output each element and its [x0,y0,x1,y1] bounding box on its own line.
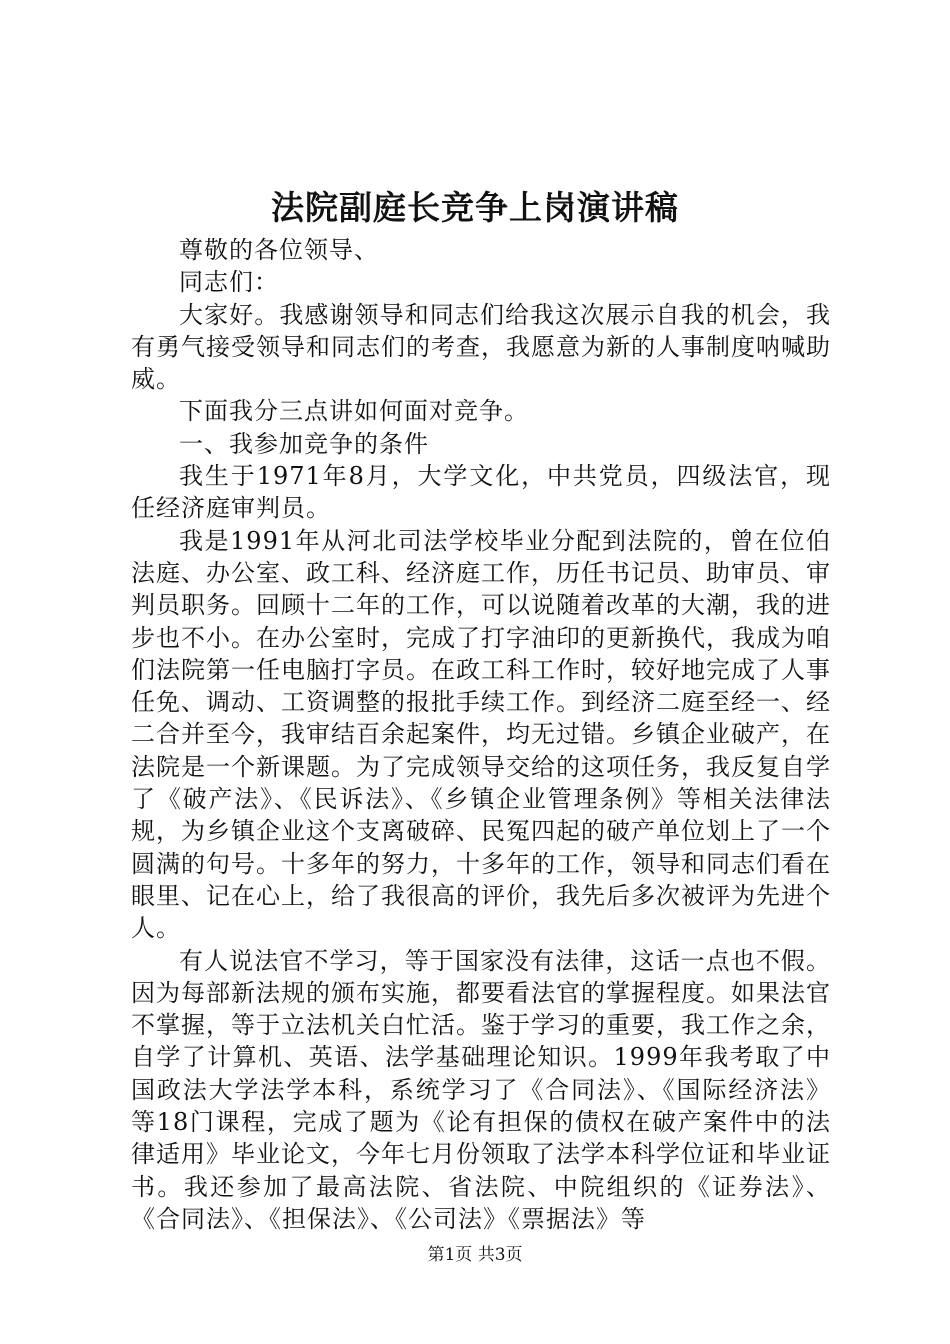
document-title: 法院副庭长竞争上岗演讲稿 [271,188,679,227]
paragraph-career: 我是1991年从河北司法学校毕业分配到法院的，曾在位伯法庭、办公室、政工科、经济庭工作，历任书记员、助审员、审判员职务。回顾十二年的工作，可以说随着改革的大潮，我的进步也不小。在办公室时，完成了打字油印的更新换代，我成为咱们法院第一任电脑打字员。在政工科工作时，较好地完成了人事任免、调动、工资调整的报批手续工作。到经济二庭至经一、经二合并至今，我审结百余起案件，均无过错。乡镇企业破产，在法院是一个新课题。为了完成领导交给的这项任务，我反复自学了《破产法》、《民诉法》、《乡镇企业管理条例》等相关法律法规，为乡镇企业这个支离破碎、民冤四起的破产单位划上了一个圆满的句号。十多年的努力，十多年的工作，领导和同志们看在眼里、记在心上，给了我很高的评价，我先后多次被评为先进个人。 [131,526,831,943]
paragraph-bio: 我生于1971年8月，大学文化，中共党员，四级法官，现任经济庭审判员。 [131,462,831,523]
salutation-line-1: 尊敬的各位领导、 [179,236,379,264]
document-body [131,234,831,1235]
section-heading-1: 一、我参加竞争的条件 [179,429,429,458]
paragraph-outline: 下面我分三点讲如何面对竞争。 [179,397,529,426]
paragraph-greeting: 大家好。我感谢领导和同志们给我这次展示自我的机会，我有勇气接受领导和同志们的考查，我愿意为新的人事制度呐喊助威。 [131,300,831,394]
page-footer: 第1页 共3页 [427,1245,523,1265]
salutation-line-2: 同志们： [179,268,279,297]
paragraph-study: 有人说法官不学习，等于国家没有法律，这话一点也不假。因为每部新法规的颁布实施，都要看法官的掌握程度。如果法官不掌握，等于立法机关白忙活。鉴于学习的重要，我工作之余，自学了计算机、英语、法学基础理论知识。1999年我考取了中国政法大学法学本科，系统学习了《合同法》、《国际经济法》等18门课程，完成了题为《论有担保的债权在破产案件中的法律适用》毕业论文，今年七月份领取了法学本科学位证和毕业证书。我还参加了最高法院、省法院、中院组织的《证券法》、《合同法》、《担保法》、《公司法》《票据法》等 [131,946,831,1233]
